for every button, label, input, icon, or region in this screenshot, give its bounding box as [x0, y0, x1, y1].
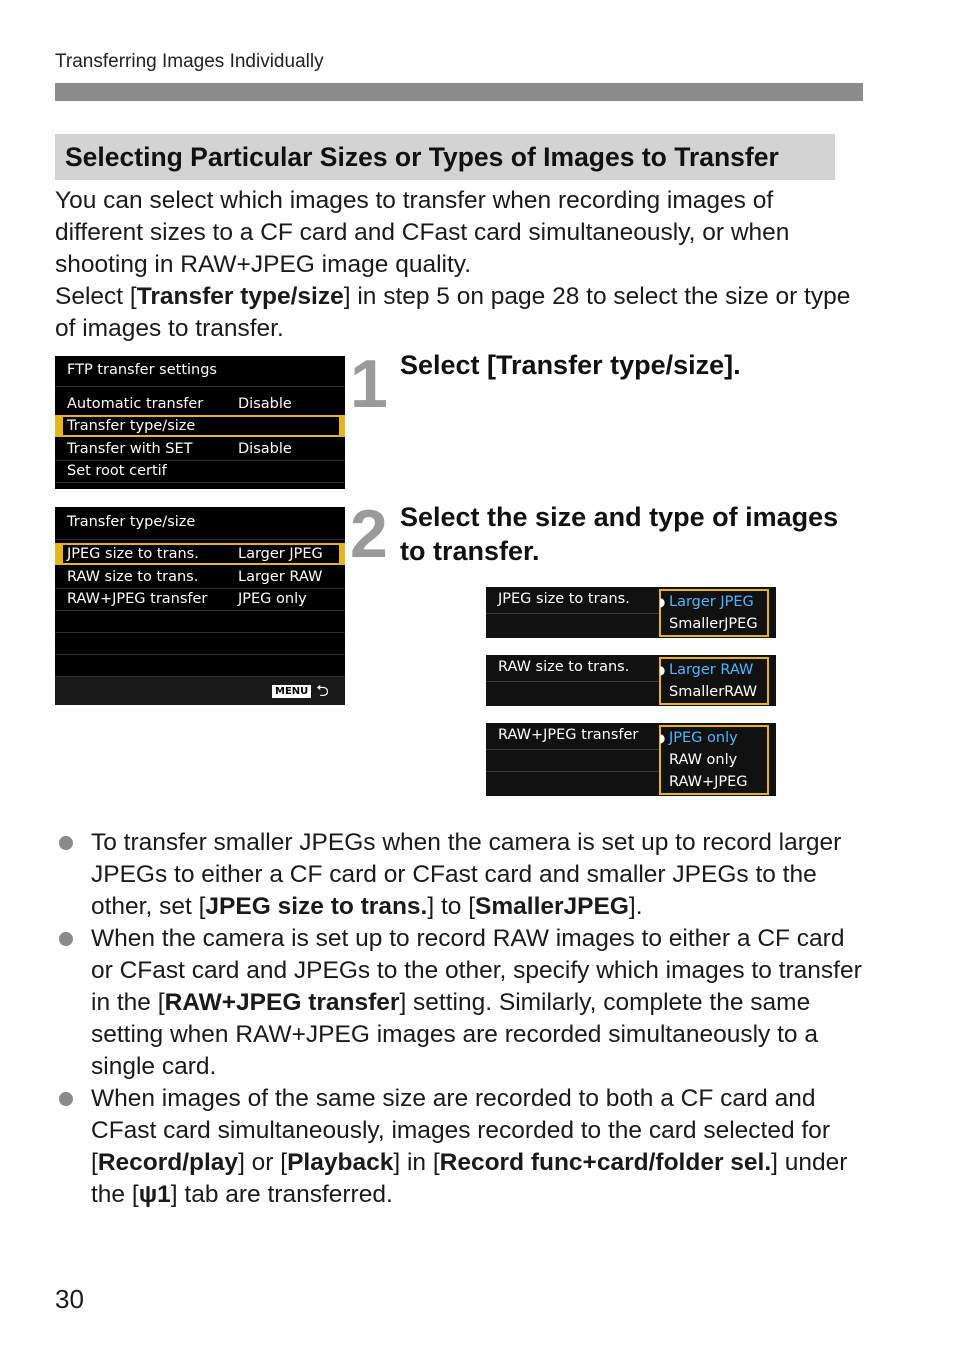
row-label: Transfer type/size: [67, 418, 196, 434]
divider: [55, 386, 345, 387]
row-label: RAW size to trans.: [67, 569, 199, 585]
note-text: ].: [628, 893, 643, 920]
step-1-number: 1: [350, 346, 388, 422]
note-text: ] setting. Similarly, complete the same setting when RAW+JPEG images are recorded simultaneously to a single card.: [91, 989, 818, 1080]
option-raw-only[interactable]: RAW only: [669, 752, 738, 768]
popup-options: [659, 725, 769, 795]
divider: [55, 482, 345, 483]
row-value: Larger JPEG: [238, 546, 323, 562]
divider: [486, 613, 659, 614]
note-text: When the camera is set up to record RAW images to either a CF card or CFast card and JPEGs to the other, specify which images to transfer in the [: [91, 925, 862, 1016]
popup-label: JPEG size to trans.: [498, 591, 630, 607]
running-head: Transferring Images Individually: [55, 51, 324, 72]
note-text: When images of the same size are recorded to both a CF card and CFast card simultaneously, images recorded to the card selected for [: [91, 1085, 830, 1176]
note-text: ] under the [: [91, 1149, 848, 1208]
screen-ftp-transfer-settings: [55, 356, 345, 489]
divider: [486, 681, 659, 682]
intro-paragraph-1: You can select which images to transfer when recording images of different sizes to a CF card and CFast card simultaneously, or when shooting in RAW+JPEG image quality.: [55, 187, 790, 278]
step-2-number: 2: [350, 496, 388, 572]
screen-title: FTP transfer settings: [67, 362, 217, 378]
bullet-icon: [59, 932, 73, 946]
menu-row-raw-jpeg-transfer[interactable]: [55, 588, 345, 610]
note-item: [55, 827, 865, 923]
popup-options: [659, 657, 769, 705]
option-raw-jpeg[interactable]: RAW+JPEG: [669, 774, 748, 790]
popup-raw-jpeg-transfer: [486, 723, 776, 796]
screen-title: Transfer type/size: [67, 514, 196, 530]
row-label: Set root certif: [67, 463, 167, 479]
note-bold: SmallerJPEG: [475, 893, 629, 920]
option-larger-raw[interactable]: ◗ Larger RAW: [661, 659, 767, 681]
note-bold: JPEG size to trans.: [205, 893, 428, 920]
notes-list: [55, 827, 865, 1211]
wrench-tab-icon: ψ1: [138, 1181, 171, 1208]
divider: [55, 610, 345, 611]
popup-raw-size: [486, 655, 776, 706]
selection-marker: [339, 415, 345, 437]
row-label: Transfer with SET: [67, 441, 193, 457]
note-text: ] or [: [238, 1149, 288, 1176]
row-label: RAW+JPEG transfer: [67, 591, 208, 607]
row-value: Disable: [238, 441, 292, 457]
back-icon: ⮌: [316, 681, 329, 700]
row-value: Larger RAW: [238, 569, 323, 585]
note-text: ] to [: [427, 893, 476, 920]
divider: [55, 632, 345, 633]
divider: [486, 771, 659, 772]
menu-row-set-root-certif[interactable]: [55, 460, 345, 482]
row-label: JPEG size to trans.: [67, 546, 199, 562]
section-title: Selecting Particular Sizes or Types of Images to Transfer: [55, 134, 835, 180]
option-jpeg-only[interactable]: ◗ JPEG only: [661, 727, 767, 749]
step-2-text: Select the size and type of images to transfer.: [400, 502, 839, 566]
note-text: ] tab are transferred.: [170, 1181, 393, 1208]
menu-button-badge[interactable]: MENU: [272, 685, 311, 698]
menu-row-jpeg-size[interactable]: [55, 543, 345, 565]
row-value: Disable: [238, 396, 292, 412]
divider: [55, 654, 345, 655]
note-bold: Playback: [287, 1149, 394, 1176]
selection-marker: [55, 543, 63, 565]
step-1-text: Select [Transfer type/size].: [400, 350, 741, 380]
divider: [486, 749, 659, 750]
menu-row-transfer-with-set[interactable]: [55, 438, 345, 460]
intro-p2-part: Select [: [55, 283, 137, 310]
popup-label: RAW+JPEG transfer: [498, 727, 639, 743]
selection-marker: [55, 415, 63, 437]
note-item: [55, 923, 865, 1083]
note-bold: RAW+JPEG transfer: [164, 989, 400, 1016]
option-smaller-raw[interactable]: SmallerRAW: [669, 684, 758, 700]
selection-marker: [339, 543, 345, 565]
popup-jpeg-size: [486, 587, 776, 638]
menu-row-raw-size[interactable]: [55, 566, 345, 588]
note-item: [55, 1083, 865, 1211]
row-label: Automatic transfer: [67, 396, 204, 412]
note-bold: Record/play: [97, 1149, 239, 1176]
menu-row-transfer-type-size[interactable]: [55, 415, 345, 437]
option-larger-jpeg[interactable]: ◗ Larger JPEG: [661, 591, 767, 613]
note-text: To transfer smaller JPEGs when the camera is set up to record larger JPEGs to either a CF card or CFast card and smaller JPEGs to the other, set [: [91, 829, 842, 920]
bullet-icon: [59, 836, 73, 850]
menu-row-automatic-transfer[interactable]: [55, 393, 345, 415]
intro-p2-part: ] in step 5 on page 28 to select the size or type of images to transfer.: [55, 283, 851, 342]
popup-options: [659, 589, 769, 637]
divider: [55, 539, 345, 540]
intro-p2-bold: Transfer type/size: [136, 283, 344, 310]
popup-label: RAW size to trans.: [498, 659, 630, 675]
note-text: ] in [: [393, 1149, 440, 1176]
intro-paragraph-2: [55, 281, 855, 345]
screen-footer: [55, 677, 345, 705]
option-smaller-jpeg[interactable]: SmallerJPEG: [669, 616, 758, 632]
row-value: JPEG only: [238, 591, 307, 607]
header-bar: [55, 83, 863, 101]
bullet-icon: [59, 1092, 73, 1106]
page-number: 30: [55, 1284, 84, 1314]
note-bold: Record func+card/folder sel.: [439, 1149, 772, 1176]
screen-transfer-type-size: [55, 507, 345, 705]
intro-text: [55, 185, 855, 345]
